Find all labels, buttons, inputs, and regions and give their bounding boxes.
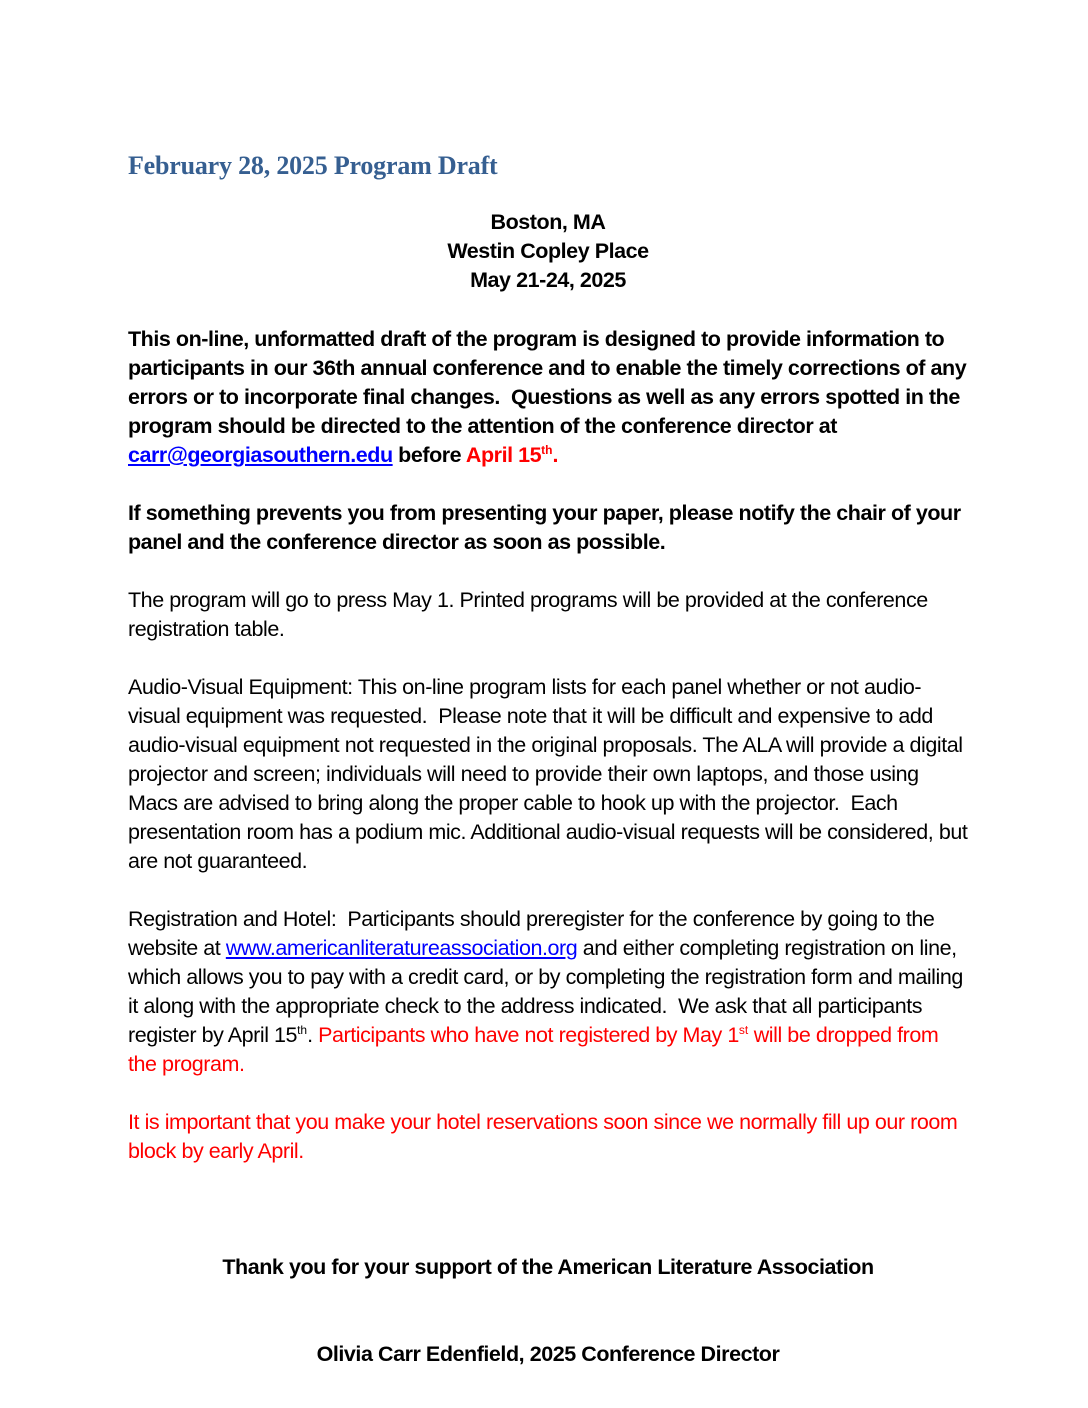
closing-thanks: Thank you for your support of the American Literature Association (222, 1255, 874, 1279)
venue-hotel: Westin Copley Place (447, 239, 649, 263)
document-content (128, 150, 973, 1408)
email-link[interactable]: carr@georgiasouthern.edu (128, 443, 393, 467)
venue-block (128, 208, 968, 295)
registration-warning-text: Participants who have not registered by May 1 (318, 1023, 739, 1047)
paragraph-notify: If something prevents you from presenting your paper, please notify the chair of your panel and the conference director as soon as possible. (128, 501, 967, 554)
closing-block (128, 1195, 968, 1408)
intro-deadline-ordinal: th (541, 442, 553, 457)
intro-mid-text: before (392, 443, 466, 467)
closing-signature: Olivia Carr Edenfield, 2025 Conference Director (316, 1342, 780, 1366)
website-link[interactable]: www.americanliteratureassociation.org (225, 936, 578, 960)
draft-title: February 28, 2025 Program Draft (128, 151, 498, 180)
venue-city: Boston, MA (490, 210, 606, 234)
paragraph-registration (128, 905, 968, 1079)
registration-mid-period: . (307, 1023, 319, 1047)
paragraph-press: The program will go to press May 1. Printed programs will be provided at the conference registration table. (128, 588, 934, 641)
intro-deadline-text: April 15 (465, 443, 542, 467)
registration-warning-end: will be dropped from the program. (128, 1023, 944, 1076)
registration-mid-text: and either completing registration on line, which allows you to pay with a credit card, or by completing the registration form and mailing it along with the appropriate check to the address indicated. We ask that all participants register by April 15 (128, 936, 969, 1047)
registration-warning-ordinal: st (738, 1022, 749, 1037)
paragraph-hotel-urgency: It is important that you make your hotel reservations soon since we normally fill up our room block by early April. (128, 1110, 963, 1163)
registration-deadline-ordinal: th (297, 1022, 308, 1037)
venue-dates: May 21-24, 2025 (470, 268, 626, 292)
paragraph-av: Audio-Visual Equipment: This on-line program lists for each panel whether or not audio-visual equipment was requested. Please note that it will be difficult and expensive to add audio-visual equipment not requested in the original proposals. The ALA will provide a digital projector and screen; individuals will need to provide their own laptops, and those using Macs are advised to bring along the proper cable to hook up with the projector. Each presentation room has a podium mic. Additional audio-visual requests will be considered, but are not guaranteed. (128, 675, 973, 873)
paragraph-intro (128, 325, 972, 470)
intro-lead-text: This on-line, unformatted draft of the program is designed to provide information to participants in our 36th annual conference and to enable the timely corrections of any errors or to incorporate final changes. Questions as well as any errors spotted in the program should be directed to the attention of the conference director at (128, 327, 972, 438)
intro-deadline-period: . (552, 443, 559, 467)
registration-lead-text: Registration and Hotel: Participants should preregister for the conference by going to the website at (128, 907, 940, 960)
